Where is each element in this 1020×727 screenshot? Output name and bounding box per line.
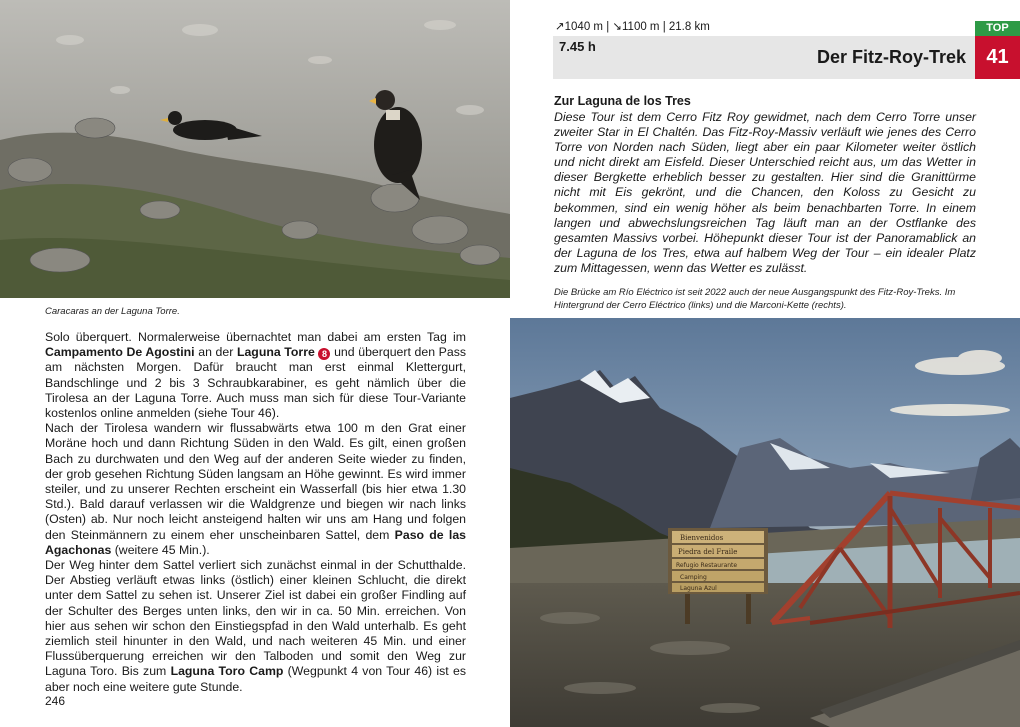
waypoint-badge: 8: [318, 348, 330, 360]
place-name: Campamento De Agostini: [45, 345, 195, 360]
sign-line-5: Laguna Azul: [680, 585, 717, 592]
sign-line-3: Refugio Restaurante: [676, 562, 738, 569]
body-paragraph: [45, 330, 466, 421]
caracaras-photo: [0, 0, 510, 298]
sign-line-4: Camping: [680, 574, 707, 581]
place-name: Paso de las Agachonas: [45, 527, 466, 557]
top-label: TOP: [975, 21, 1020, 36]
body-text-run: Solo überquert. Normalerweise übernachtet man dabei am ersten Tag im: [45, 330, 466, 344]
tour-duration: 7.45 h: [559, 39, 596, 54]
photo-caption-right: Die Brücke am Río Eléctrico ist seit 2022 auch der neue Ausgangspunkt des Fitz-Roy-Treks. Im Hintergrund der Cerro Eléctrico (links) und die Marconi-Kette (rechts).: [554, 287, 956, 311]
body-paragraph: [45, 421, 466, 558]
body-text-run: Nach der Tirolesa wandern wir flussabwärts etwa 100 m den Grat einer Moräne hoch und dann Richtung Süden in den Wald. Es gilt, einen großen Bach zu durchwaten und den Weg auf der anderen Seite wieder zu finden, der grob gesehen Richtung Süden langsam an Höhe gewinnt. Es wird immer steiler, und zu unserer Rechten erscheint ein Wasserfall (bis hier etwa 1.30 Std.). Bald darauf verlassen wir die Waldgrenze und biegen wir nach links (Osten) ab. Nur noch leicht ansteigend halten wir uns am Hang und folgen den Steinmännern zu einem eher unscheinbaren Sattel, dem: [45, 421, 466, 542]
tour-number: 41: [975, 36, 1020, 79]
sign-line-1: Bienvenidos: [680, 534, 724, 542]
left-body-text: [45, 330, 466, 695]
tour-stats: ↗1040 m | ↘1100 m | 21.8 km: [555, 21, 710, 33]
section-text: Diese Tour ist dem Cerro Fitz Roy gewidmet, nach dem Cerro Torre unser zweiter Star in El Chaltén. Das Fitz-Roy-Massiv verläuft wie jenes des Cerro Torre von Norden nach Süden, liegt aber ein paar Kilometer weiter östlich und nicht direkt am Eisfeld. Dieser Unterschied reicht aus, um das Wetter in dieser Bergkette erheblich besser zu gestalten. Hier sind die Granittürme nicht mit Eis gekrönt, und die Chancen, den Koloss zu Gesicht zu bekommen, sind ein wenig höher als beim benachbarten Torre. In einem langen und abwechslungsreichen Tag läuft man an der Ostflanke des gesamten Massivs vorbei. Höhepunkt dieser Tour ist der Panoramablick an der Laguna de los Tres, etwa auf halbem Weg der Tour – ein idealer Platz zum Mittagessen, wenn das Wetter es zulässt.: [554, 110, 976, 275]
sign-line-2: Piedra del Fraile: [678, 548, 738, 556]
body-text-run: und überquert den Pass am nächsten Morgen. Dafür braucht man erst einmal Klettergurt, Bandschlinge und 2 bis 3 Schraubkarabiner, es geht nämlich über die Tirolesa an der Laguna Torre. Auch muss man sich für diese Tour-Variante kostenlos online anmelden (siehe Tour 46).: [45, 345, 466, 421]
place-name: Laguna Torre: [236, 345, 315, 360]
page-number: 246: [45, 694, 66, 708]
body-text-run: (Wegpunkt 4 von Tour 46) ist es aber noch eine weitere gute Stunde.: [45, 664, 466, 694]
place-name: Laguna Toro Camp: [170, 664, 284, 679]
body-text-run: Der Weg hinter dem Sattel verliert sich zunächst einmal in der Schutthalde. Der Abstieg verläuft etwas links (östlich) einer kleinen Schlucht, die direkt unter dem Sattel zu sehen ist. Unserer Ziel ist dabei ein großer Findling auf der Schulter des Berges unten links, den wir in ca. 50 Min. erreichen. Von hier aus sehen wir schon den Einstiegspfad in den Wald unterhalb. Es geht ziemlich steil hinunter in den Wald, und nach weiteren 45 Min. und einer Flussüberquerung erreichen wir den Talboden und somit den Weg zur Laguna Toro. Bis zum: [45, 558, 466, 679]
section-heading: Zur Laguna de los Tres: [554, 94, 691, 108]
tour-title: Der Fitz-Roy-Trek: [816, 47, 966, 67]
photo-caption-left: Caracaras an der Laguna Torre.: [45, 306, 180, 317]
body-text-run: an der: [194, 345, 237, 360]
body-paragraph: [45, 558, 466, 695]
body-text-run: (weitere 45 Min.).: [111, 542, 210, 557]
bridge-photo: [510, 318, 1020, 727]
